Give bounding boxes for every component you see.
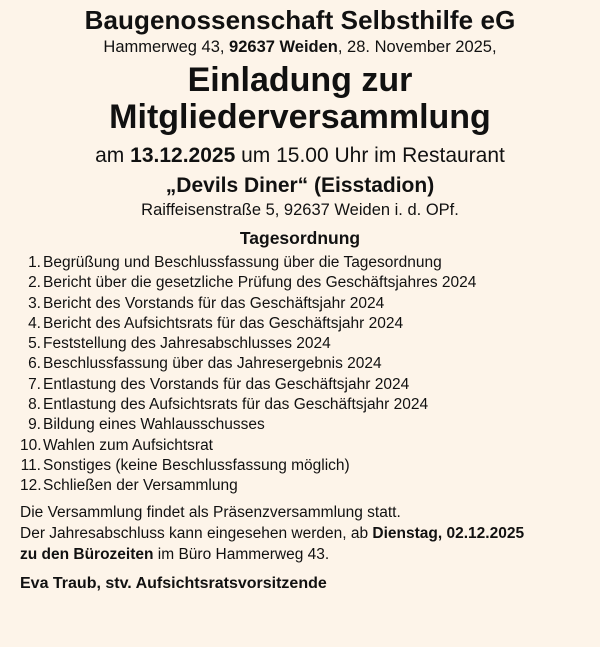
agenda-text: Bericht des Aufsichtsrats für das Geschäftsjahr 2024	[43, 314, 404, 332]
agenda-text: Bericht des Vorstands für das Geschäftsjahr 2024	[43, 294, 385, 312]
agenda-text: Beschlussfassung über das Jahresergebnis 2024	[43, 355, 382, 373]
event-prefix: am	[95, 144, 131, 167]
address-city: 92637 Weiden	[229, 38, 338, 56]
agenda-text: Begrüßung und Beschlussfassung über die Tagesordnung	[43, 254, 442, 271]
agenda-number: 8.	[28, 396, 41, 414]
agenda-number: 10.	[20, 436, 42, 454]
list-item	[20, 294, 580, 314]
agenda-number: 9.	[28, 416, 41, 434]
title-line-1: Einladung zur	[187, 61, 413, 99]
annual-note-hours: zu den Bürozeiten	[20, 545, 154, 563]
agenda-number: 4.	[28, 314, 41, 332]
list-item	[20, 253, 580, 273]
list-item	[20, 354, 580, 374]
event-venue: „Devils Diner“ (Eisstadion)	[165, 174, 435, 197]
address-date-line	[20, 36, 580, 58]
event-date: 13.12.2025	[130, 144, 236, 167]
address-street: Hammerweg 43,	[103, 38, 230, 56]
page-title	[20, 62, 580, 136]
annual-note-date: Dienstag, 02.12.2025	[372, 524, 525, 542]
signature: Eva Traub, stv. Aufsichtsratsvorsitzende	[20, 574, 327, 592]
agenda-text: Wahlen zum Aufsichtsrat	[43, 436, 213, 454]
annual-note-location: im Büro Hammerweg 43.	[153, 545, 330, 563]
agenda-text: Bildung eines Wahlausschusses	[43, 416, 265, 434]
agenda-number: 6.	[28, 355, 41, 373]
agenda-number: 7.	[28, 375, 41, 393]
event-time-line	[20, 142, 580, 170]
agenda-text: Feststellung des Jahresabschlusses 2024	[43, 335, 331, 353]
agenda-text: Sonstiges (keine Beschlussfassung möglich)	[43, 456, 350, 474]
agenda-number: 3.	[28, 294, 41, 312]
list-item	[20, 375, 580, 395]
agenda-text: Entlastung des Aufsichtsrats für das Geschäftsjahr 2024	[43, 396, 429, 414]
agenda-text: Schließen der Versammlung	[43, 477, 238, 495]
list-item	[20, 273, 580, 293]
agenda-number: 1.	[28, 254, 41, 271]
list-item	[20, 476, 580, 496]
list-item	[20, 395, 580, 415]
organization-name: Baugenossenschaft Selbsthilfe eG	[84, 5, 516, 35]
list-item	[20, 436, 580, 456]
agenda-number: 11.	[20, 456, 41, 474]
agenda-text: Bericht über die gesetzliche Prüfung des Geschäftsjahres 2024	[43, 274, 477, 292]
list-item	[20, 415, 580, 435]
list-item	[20, 456, 580, 476]
agenda-heading: Tagesordnung	[239, 228, 361, 248]
agenda-text: Entlastung des Vorstands für das Geschäftsjahr 2024	[43, 375, 410, 393]
title-line-2: Mitgliederversammlung	[109, 98, 491, 136]
annual-statement-note	[20, 523, 580, 565]
list-item	[20, 314, 580, 334]
annual-note-text: Der Jahresabschluss kann eingesehen werden, ab	[20, 524, 373, 542]
agenda-number: 12.	[20, 477, 42, 495]
venue-address: Raiffeisenstraße 5, 92637 Weiden i. d. OPf.	[141, 201, 459, 219]
event-time-place: um 15.00 Uhr im Restaurant	[235, 144, 505, 167]
notice-date: , 28. November 2025,	[337, 38, 497, 56]
agenda-number: 5.	[28, 335, 41, 353]
agenda-list	[20, 253, 580, 497]
list-item	[20, 334, 580, 354]
presence-note: Die Versammlung findet als Präsenzversammlung statt.	[20, 503, 401, 521]
agenda-number: 2.	[28, 274, 41, 292]
